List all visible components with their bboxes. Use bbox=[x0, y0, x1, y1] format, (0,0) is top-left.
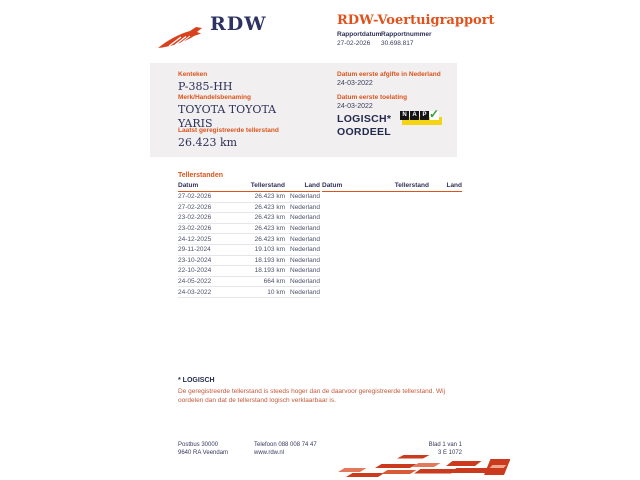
rdw-wing-decoration-icon bbox=[338, 455, 510, 479]
tellerstanden-table-body bbox=[178, 192, 320, 298]
table-cell: Nederland bbox=[290, 214, 320, 222]
report-date-label: Rapportdatum bbox=[337, 31, 382, 38]
table-row bbox=[178, 245, 320, 256]
afgifte-value: 24-03-2022 bbox=[337, 80, 373, 87]
table-cell: 23-10-2024 bbox=[178, 256, 212, 264]
table-cell: 10 km bbox=[267, 288, 285, 296]
table-cell: 26.423 km bbox=[254, 193, 285, 201]
header-tellerstand: Tellerstand bbox=[250, 182, 285, 189]
table-row bbox=[178, 266, 320, 277]
footer-address bbox=[178, 441, 228, 457]
tellerstanden-title: Tellerstanden bbox=[178, 172, 223, 179]
table-header-row bbox=[178, 182, 320, 192]
oordeel-text bbox=[337, 113, 391, 139]
table-row bbox=[178, 213, 320, 224]
table-row bbox=[178, 203, 320, 214]
footer-website-link[interactable]: www.rdw.nl bbox=[254, 450, 285, 456]
table-row bbox=[178, 256, 320, 267]
table-cell: Nederland bbox=[290, 288, 320, 296]
footer-address-line2: 9640 RA Veendam bbox=[178, 450, 229, 456]
table-cell: 26.423 km bbox=[254, 214, 285, 222]
table-cell: 23-02-2026 bbox=[178, 225, 212, 233]
table-header-row bbox=[322, 182, 462, 192]
merk-value: TOYOTA TOYOTA YARIS bbox=[178, 103, 277, 130]
table-cell: 24-12-2025 bbox=[178, 235, 212, 243]
oordeel-line2: OORDEEL bbox=[337, 126, 392, 138]
table-cell: Nederland bbox=[290, 256, 320, 264]
table-cell: 29-11-2024 bbox=[178, 246, 211, 254]
table-cell: Nederland bbox=[290, 278, 320, 286]
report-date-value: 27-02-2026 bbox=[337, 40, 371, 47]
footer-phone: Telefoon 088 008 74 47 bbox=[254, 442, 317, 448]
merk-label: Merk/Handelsbenaming bbox=[178, 94, 251, 101]
report-number-block bbox=[381, 31, 432, 47]
table-cell: Nederland bbox=[290, 235, 320, 243]
nap-letter-n: N bbox=[400, 111, 409, 120]
report-number-label: Rapportnummer bbox=[381, 31, 432, 38]
table-row bbox=[178, 192, 320, 203]
table-row bbox=[178, 234, 320, 245]
report-date-block bbox=[337, 31, 381, 47]
footer-page-number: Blad 1 van 1 bbox=[428, 442, 462, 448]
table-cell: 22-10-2024 bbox=[178, 267, 212, 275]
toelating-block bbox=[337, 94, 407, 110]
footer-form-code: 3 E 1072 bbox=[437, 450, 462, 456]
table-cell: Nederland bbox=[290, 267, 320, 275]
rdw-logo-text: RDW bbox=[210, 13, 267, 35]
toelating-label: Datum eerste toelating bbox=[337, 94, 408, 101]
footnote-text: De geregistreerde tellerstand is steeds hoger dan de daarvoor geregistreerde tellerstand. Wij oordelen dan dat de tellerstand logisch verklaarbaar is. bbox=[178, 388, 446, 404]
table-cell: 23-02-2026 bbox=[178, 214, 212, 222]
header-land: Land bbox=[304, 182, 320, 189]
rdw-bird-icon bbox=[156, 20, 204, 50]
header-datum: Datum bbox=[322, 182, 343, 189]
laatste-tellerstand-block bbox=[178, 127, 279, 149]
footer-address-line1: Postbus 30000 bbox=[178, 442, 219, 448]
table-cell: 24-03-2022 bbox=[178, 288, 212, 296]
nap-letter-p: P bbox=[420, 111, 429, 120]
nap-check-icon: ✓ bbox=[429, 107, 440, 121]
table-cell: 18.193 km bbox=[254, 256, 285, 264]
table-cell: 24-05-2022 bbox=[178, 278, 212, 286]
table-cell: Nederland bbox=[290, 193, 320, 201]
table-cell: Nederland bbox=[290, 246, 320, 254]
toelating-value: 24-03-2022 bbox=[337, 103, 373, 110]
table-cell: 27-02-2026 bbox=[178, 193, 212, 201]
table-cell: Nederland bbox=[290, 225, 320, 233]
nap-letter-a: A bbox=[410, 111, 419, 120]
table-row bbox=[178, 287, 320, 298]
kenteken-label: Kenteken bbox=[178, 71, 208, 78]
vehicle-summary-panel bbox=[150, 63, 457, 157]
table-row bbox=[178, 224, 320, 235]
footnote-title: * LOGISCH bbox=[178, 377, 215, 384]
header-land: Land bbox=[446, 182, 462, 189]
tellerstanden-table-left bbox=[178, 182, 320, 298]
tellerstanden-table-right bbox=[322, 182, 462, 192]
kenteken-block bbox=[178, 71, 232, 93]
report-number-value: 30.698.817 bbox=[381, 40, 414, 47]
table-cell: 26.423 km bbox=[254, 203, 285, 211]
report-title: RDW-Voertuigrapport bbox=[337, 13, 495, 28]
table-row bbox=[178, 277, 320, 288]
merk-block bbox=[178, 94, 296, 130]
table-cell: 18.193 km bbox=[254, 267, 285, 275]
nap-logo-icon bbox=[400, 107, 444, 126]
table-cell: 19.103 km bbox=[254, 246, 285, 254]
laatste-tellerstand-value: 26.423 km bbox=[178, 136, 238, 149]
afgifte-label: Datum eerste afgifte in Nederland bbox=[337, 71, 441, 78]
table-cell: 27-02-2026 bbox=[178, 203, 212, 211]
table-cell: 664 km bbox=[263, 278, 285, 286]
kenteken-value: P-385-HH bbox=[178, 80, 233, 93]
table-cell: Nederland bbox=[290, 203, 320, 211]
footer-contact bbox=[254, 441, 317, 457]
table-cell: 26.423 km bbox=[254, 225, 285, 233]
oordeel-line1: LOGISCH* bbox=[337, 113, 392, 125]
laatste-tellerstand-label: Laatst geregistreerde tellerstand bbox=[178, 127, 279, 134]
header-datum: Datum bbox=[178, 182, 199, 189]
afgifte-block bbox=[337, 71, 441, 87]
table-cell: 26.423 km bbox=[254, 235, 285, 243]
header-tellerstand: Tellerstand bbox=[394, 182, 429, 189]
footnote-block bbox=[178, 377, 463, 405]
